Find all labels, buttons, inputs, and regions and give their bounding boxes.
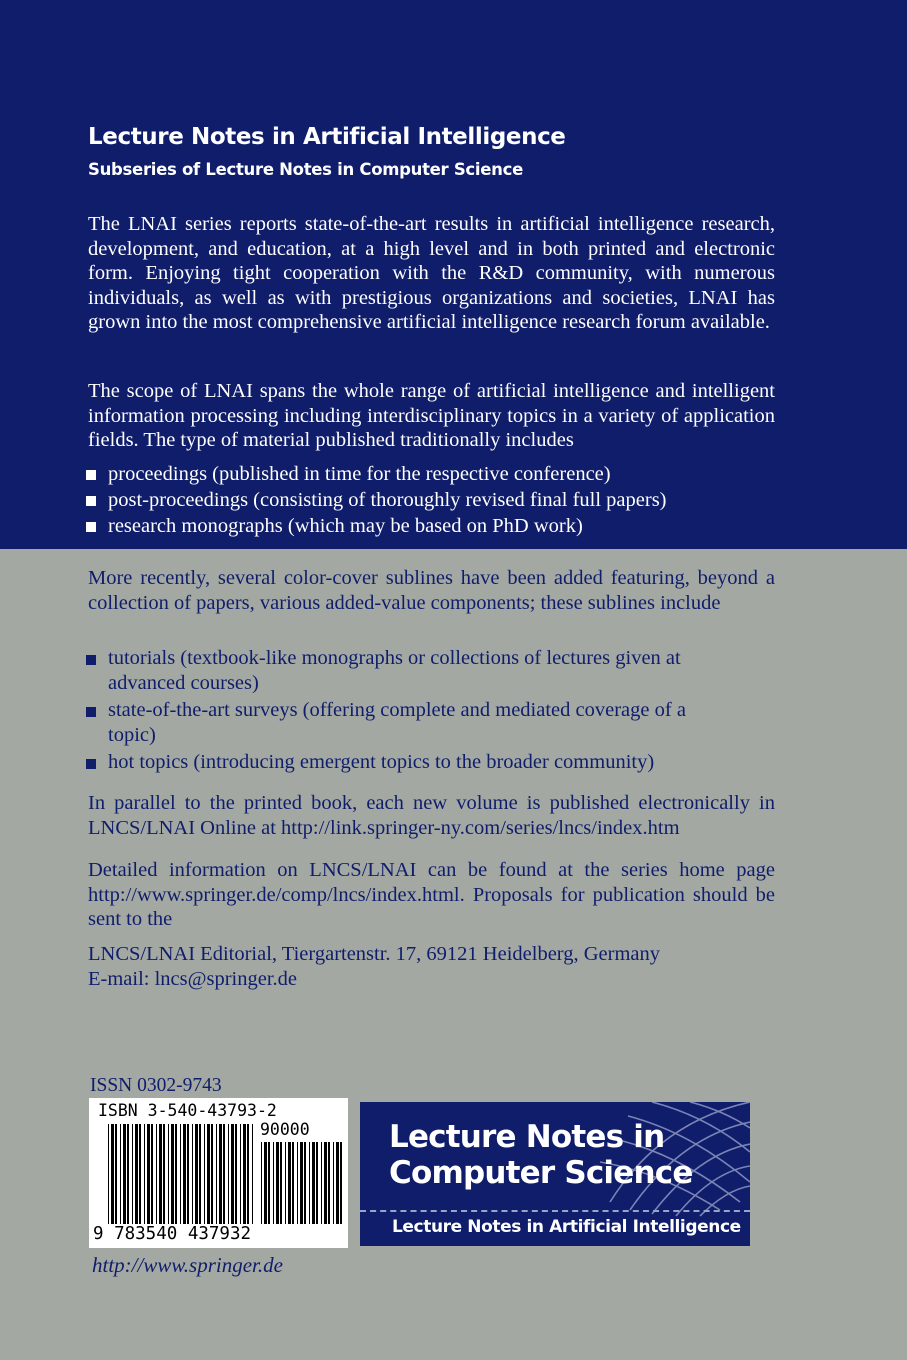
sublines-paragraph: More recently, several color-cover sublines have been added featuring, beyond a collection of papers, various added-value components; these sublines include <box>88 567 775 614</box>
list-item: state-of-the-art surveys (offering complete and mediated coverage of a topic) <box>86 698 726 748</box>
bullet-square-icon <box>86 759 96 769</box>
email-line: E-mail: lncs@springer.de <box>88 967 298 990</box>
intro-paragraph-2: The scope of LNAI spans the whole range of artificial intelligence and intelligent information processing including interdisciplinary topics in a variety of application fields. The type of material published traditionally includes <box>88 380 775 452</box>
material-types-list <box>86 461 776 539</box>
list-item: tutorials (textbook-like monographs or collections of lectures given at advanced courses) <box>86 646 726 696</box>
series-logo <box>360 1102 750 1246</box>
bullet-square-icon <box>86 522 96 532</box>
barcode-isbn: ISBN 3-540-43793-2 <box>98 1101 277 1120</box>
logo-subline: Lecture Notes in Artificial Intelligence <box>392 1217 741 1237</box>
series-subtitle: Subseries of Lecture Notes in Computer Science <box>88 160 523 179</box>
address-line: LNCS/LNAI Editorial, Tiergartenstr. 17, 69121 Heidelberg, Germany <box>88 943 661 965</box>
editorial-address <box>88 942 778 991</box>
publisher-url: http://www.springer.de <box>92 1253 283 1277</box>
list-item: research monographs (which may be based on PhD work) <box>86 513 776 539</box>
logo-dashed-divider <box>360 1210 750 1212</box>
issn: ISSN 0302-9743 <box>90 1075 222 1096</box>
series-title: Lecture Notes in Artificial Intelligence <box>88 124 566 150</box>
barcode-digits: 9 783540 437932 <box>93 1224 252 1244</box>
list-item: proceedings (published in time for the respective conference) <box>86 461 776 487</box>
bullet-square-icon <box>86 470 96 480</box>
info-paragraph: Detailed information on LNCS/LNAI can be found at the series home page http://www.springer.de/comp/lncs/index.html. Proposals for publication should be sent to the <box>88 859 775 931</box>
barcode <box>89 1098 348 1248</box>
bullet-square-icon <box>86 496 96 506</box>
barcode-addon-code: 90000 <box>260 1120 310 1139</box>
sublines-list <box>86 646 726 777</box>
logo-title-line-2: Computer Science <box>389 1155 693 1191</box>
top-band <box>0 0 907 549</box>
list-item: hot topics (introducing emergent topics to the broader community) <box>86 750 726 775</box>
logo-title-line-1: Lecture Notes in <box>389 1119 665 1155</box>
list-item: post-proceedings (consisting of thoroughly revised final full papers) <box>86 487 776 513</box>
intro-paragraph-1: The LNAI series reports state-of-the-art results in artificial intelligence research, development, and education, at a high level and in both printed and electronic form. Enjoying tight cooperation with the R&D community, with numerous individuals, as well as with prestigious organizations and societies, LNAI has grown into the most comprehensive artificial intelligence research forum available. <box>88 213 775 334</box>
bullet-square-icon <box>86 655 96 665</box>
bullet-square-icon <box>86 707 96 717</box>
online-paragraph: In parallel to the printed book, each new volume is published electronically in LNCS/LNAI Online at http://link.springer-ny.com/series/lncs/index.htm <box>88 792 775 839</box>
